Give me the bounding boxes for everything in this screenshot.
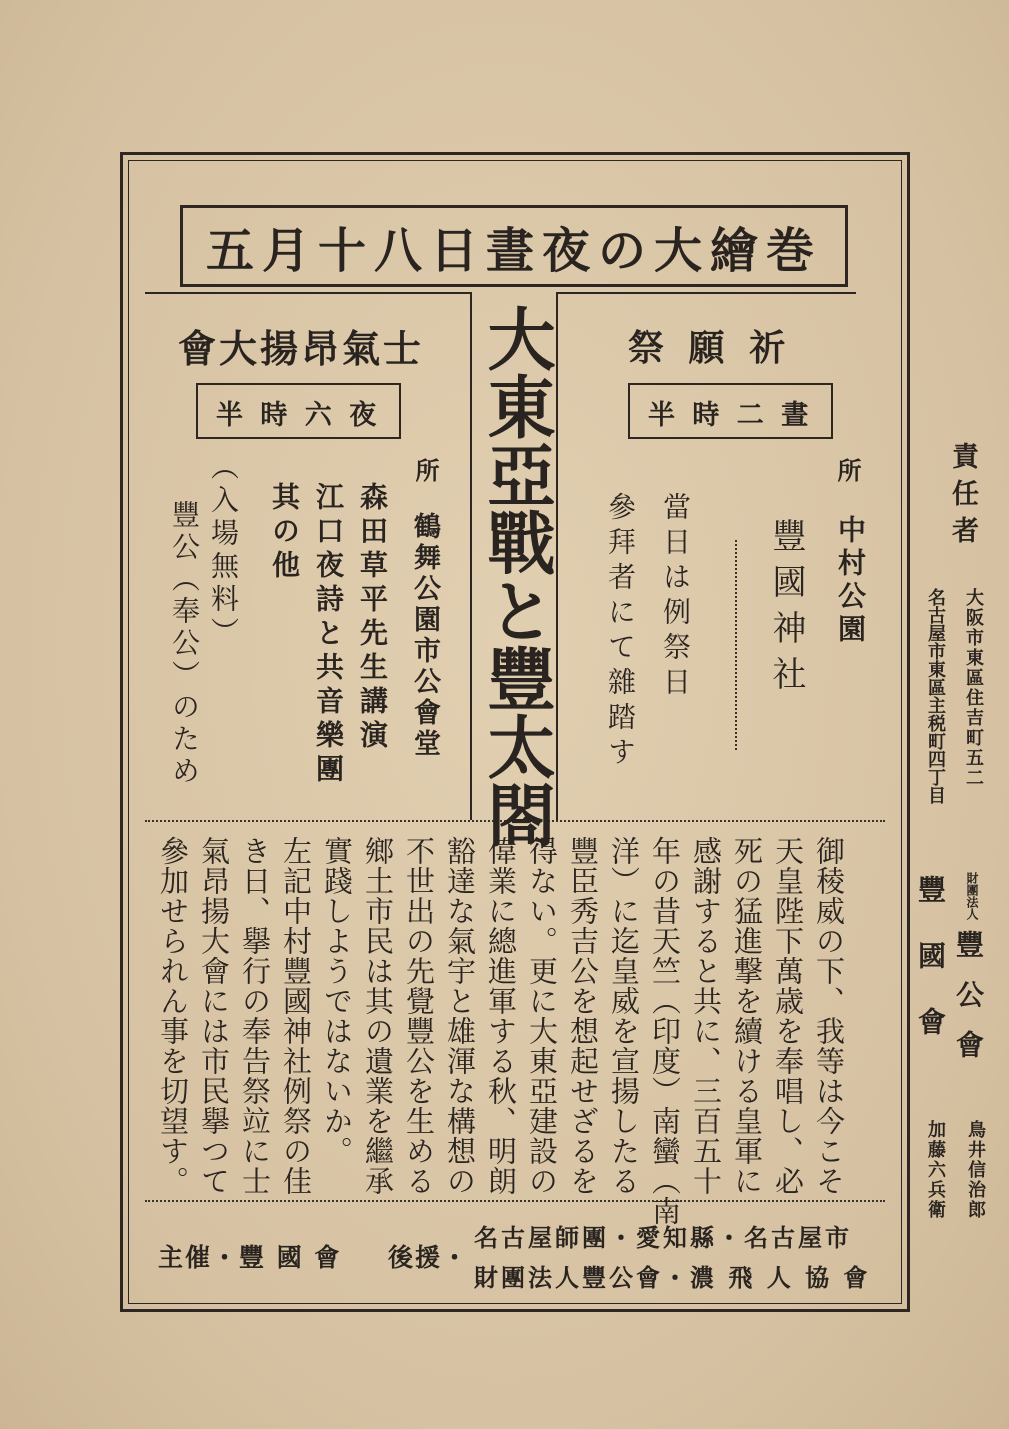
left-column-divider xyxy=(470,292,472,820)
right-event-note-1: 當日は例祭日 xyxy=(659,492,692,702)
body-line: 豐臣秀吉公を想起せざるを xyxy=(566,836,600,1196)
body-line: 年の昔天竺（印度）南蠻（南 xyxy=(648,836,682,1226)
right-event-place: 中村公園 xyxy=(834,515,867,647)
body-line: 洋）に迄皇威を宣揚したる xyxy=(607,836,641,1196)
left-header-rule xyxy=(145,292,470,294)
left-event-time-box xyxy=(196,383,401,439)
right-event-time: 半 時 二 晝 xyxy=(648,400,813,431)
right-event-time-box xyxy=(628,383,833,439)
right-header-rule xyxy=(556,292,856,294)
left-event-time: 半 時 六 夜 xyxy=(216,400,381,431)
body-line: 偉業に總進軍する秋、明朗 xyxy=(484,836,518,1196)
colophon-org-1: 豐公會 xyxy=(952,930,985,1080)
center-title: 大東亞戰と豐太閤 xyxy=(476,304,556,848)
left-event-program-2: 江口夜詩と共音樂團 xyxy=(312,482,345,788)
colophon-responsible-label: 責任者 xyxy=(947,442,978,553)
body-line: き日、擧行の奉告祭竝に士 xyxy=(238,836,272,1196)
body-line: 參加せられん事を切望す。 xyxy=(156,836,190,1196)
right-event-heading: 祭 願 祈 xyxy=(628,327,792,369)
colophon-address-1: 大阪市東區住吉町五二 xyxy=(963,588,984,788)
body-line: 不世出の先覺豐公を生める xyxy=(402,836,436,1196)
left-event-program-3: 其の他 xyxy=(268,482,301,584)
colophon-org-type: 財團法人 xyxy=(965,872,979,920)
right-event-place-label: 所 xyxy=(833,458,862,482)
banner-title: 五月十八日晝夜の大繪巻 xyxy=(205,222,822,279)
left-event-program-1: 森田草平先生講演 xyxy=(356,482,389,754)
body-paragraph xyxy=(152,836,849,1226)
footer-support-line-1: 名古屋師團・愛知縣・名古屋市 xyxy=(474,1223,852,1252)
left-event-note-2: 豐公（奉公）のため xyxy=(168,500,201,788)
colophon-person-2: 加藤六兵衛 xyxy=(925,1120,946,1220)
body-line: 鄉土市民は其の遺業を繼承 xyxy=(361,836,395,1196)
shrine-dotted-divider xyxy=(735,540,737,750)
colophon-org-2: 豐國會 xyxy=(914,875,947,1073)
colophon-address-2: 名古屋市東區主税町四丁目 xyxy=(925,588,946,804)
left-event-place: 鶴舞公園市公會堂 xyxy=(409,512,440,760)
body-line: 死の猛進撃を續ける皇軍に xyxy=(730,836,764,1196)
left-event-note-1: （入場無料） xyxy=(207,452,240,650)
right-event-note-2: 參拜者にて雜踏す xyxy=(604,492,637,772)
footer-separator xyxy=(145,1200,885,1202)
body-line: 豁達な氣宇と雄渾な構想の xyxy=(443,836,477,1196)
body-line: 氣昂揚大會には市民擧つて xyxy=(197,836,231,1196)
body-line: 得ない。更に大東亞建設の xyxy=(525,836,559,1196)
body-line: 感謝すると共に、三百五十 xyxy=(689,836,723,1196)
body-line: 天皇陛下萬歳を奉唱し、必 xyxy=(771,836,805,1196)
left-event-place-label: 所 xyxy=(411,458,440,482)
right-event-shrine: 豐國神社 xyxy=(766,518,806,702)
right-column-divider xyxy=(556,292,558,820)
left-event-heading: 會大揚昂氣士 xyxy=(178,326,425,371)
body-line: 左記中村豐國神社例祭の佳 xyxy=(279,836,313,1196)
banner-box xyxy=(180,205,848,287)
footer-sponsor: 主催・豐 國 會 xyxy=(158,1243,342,1272)
colophon-person-1: 鳥井信治郎 xyxy=(965,1120,986,1220)
body-line: 實踐しようではないか。 xyxy=(320,836,354,1166)
footer-support-label: 後援・ xyxy=(388,1243,470,1272)
body-line: 御稜威の下、我等は今こそ xyxy=(812,836,846,1196)
footer-support-line-2: 財團法人豐公會・濃 飛 人 協 會 xyxy=(474,1263,871,1292)
